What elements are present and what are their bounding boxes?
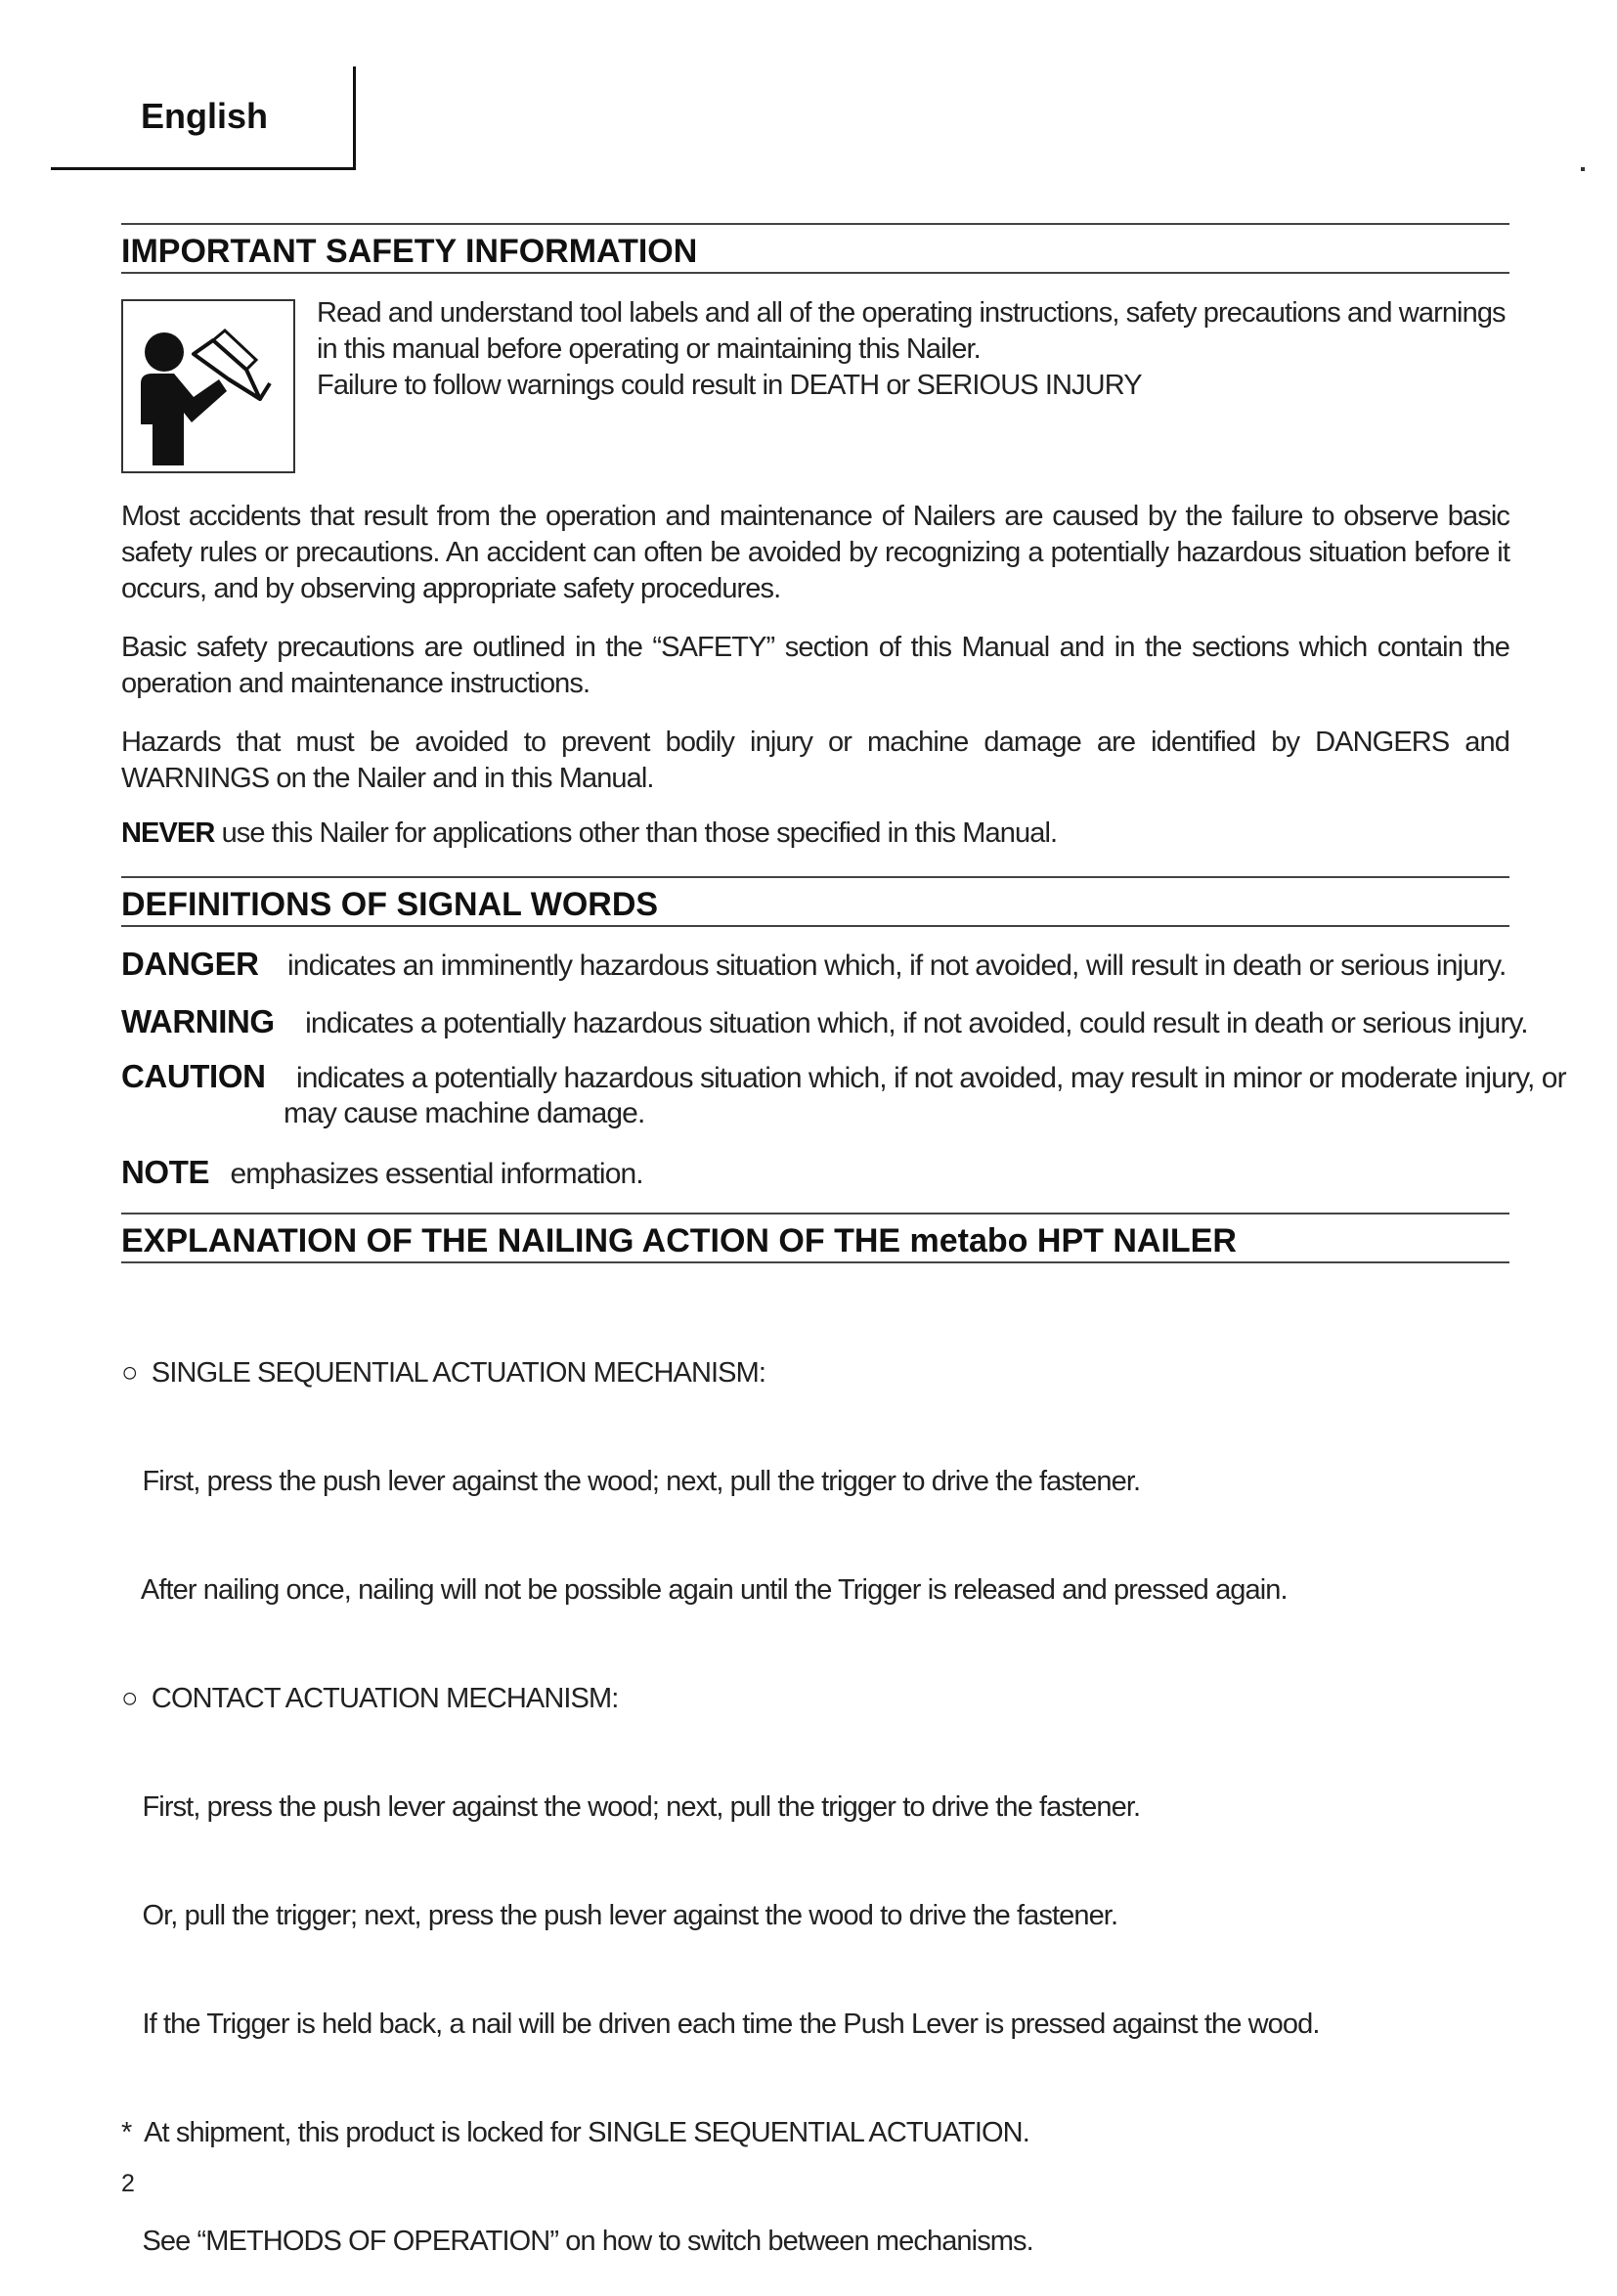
nailing-line: * At shipment, this product is locked for SINGLE SEQUENTIAL ACTUATION. [121,2117,1029,2148]
signal-words-title: DEFINITIONS OF SIGNAL WORDS [121,886,659,923]
nailing-line: First, press the push lever against the wood; next, pull the trigger to drive the fastener. [121,1466,1141,1497]
warning-definition [121,1003,1528,1041]
nailing-title: EXPLANATION OF THE NAILING ACTION OF THE metabo HPT NAILER [121,1222,1237,1259]
nailing-line: If the Trigger is held back, a nail will be driven each time the Push Lever is pressed against the wood. [121,2009,1320,2040]
language-label: English [141,96,269,136]
intro-line: in this manual before operating or maintaining this Nailer. [317,333,981,365]
language-tab [51,66,356,170]
signal-words-header [121,876,1509,927]
safety-paragraph [121,630,1509,702]
caution-label: CAUTION [121,1058,266,1094]
intro-line: Read and understand tool labels and all of the operating instructions, safety precautions and warnings [317,297,1506,329]
note-text: emphasizes essential information. [230,1158,643,1190]
nailing-line: After nailing once, nailing will not be possible again until the Trigger is released and pressed again. [121,1574,1288,1606]
caution-definition [121,1058,1566,1096]
safety-intro [317,295,1506,404]
read-manual-icon [121,299,295,473]
caution-text: may cause machine damage. [284,1097,645,1129]
nailing-line: Or, pull the trigger; next, press the push lever against the wood to drive the fastener. [121,1900,1118,1931]
warning-label: WARNING [121,1003,275,1039]
paragraph-text: Most accidents that result from the operation and maintenance of Nailers are caused by the failure to observe basic safety rules or precautions. An accident can often be avoided by recognizing a potentially hazardous situation before it occurs, and by observing appropriate safety procedures. [121,501,1509,604]
nailing-line: First, press the push lever against the wood; next, pull the trigger to drive the fastener. [121,1791,1141,1823]
never-text: use this Nailer for applications other than those specified in this Manual. [214,817,1058,849]
safety-section-header [121,223,1509,274]
safety-title: IMPORTANT SAFETY INFORMATION [121,233,698,270]
danger-label: DANGER [121,946,259,982]
intro-line: Failure to follow warnings could result in DEATH or SERIOUS INJURY [317,370,1142,401]
paragraph-text: Basic safety precautions are outlined in the “SAFETY” section of this Manual and in the sections which contain the operation and maintenance instructions. [121,632,1509,699]
nailing-line: See “METHODS OF OPERATION” on how to switch between mechanisms. [121,2226,1033,2257]
never-statement [121,816,1057,852]
never-label: NEVER [121,817,215,849]
paragraph-text: Hazards that must be avoided to prevent bodily injury or machine damage are identified by DANGERS and WARNINGS on the Nailer and in this Manual. [121,727,1509,794]
safety-paragraph [121,499,1509,607]
caution-text: indicates a potentially hazardous situation which, if not avoided, may result in minor or moderate injury, or [295,1062,1566,1094]
nailing-line: ○ CONTACT ACTUATION MECHANISM: [121,1683,619,1714]
nailing-line: ○ SINGLE SEQUENTIAL ACTUATION MECHANISM: [121,1357,766,1389]
caution-continuation [284,1095,644,1131]
danger-definition [121,946,1506,984]
note-label: NOTE [121,1154,210,1190]
warning-text: indicates a potentially hazardous situation which, if not avoided, could result in death or serious injury. [305,1007,1528,1039]
nailing-explanation [121,1283,1320,2296]
safety-paragraph [121,725,1509,797]
page-number: 2 [121,2170,135,2197]
note-definition [121,1154,643,1192]
nailing-section-header [121,1213,1509,1263]
danger-text: indicates an imminently hazardous situation which, if not avoided, will result in death or serious injury. [287,949,1507,982]
stray-dot [1581,167,1585,171]
